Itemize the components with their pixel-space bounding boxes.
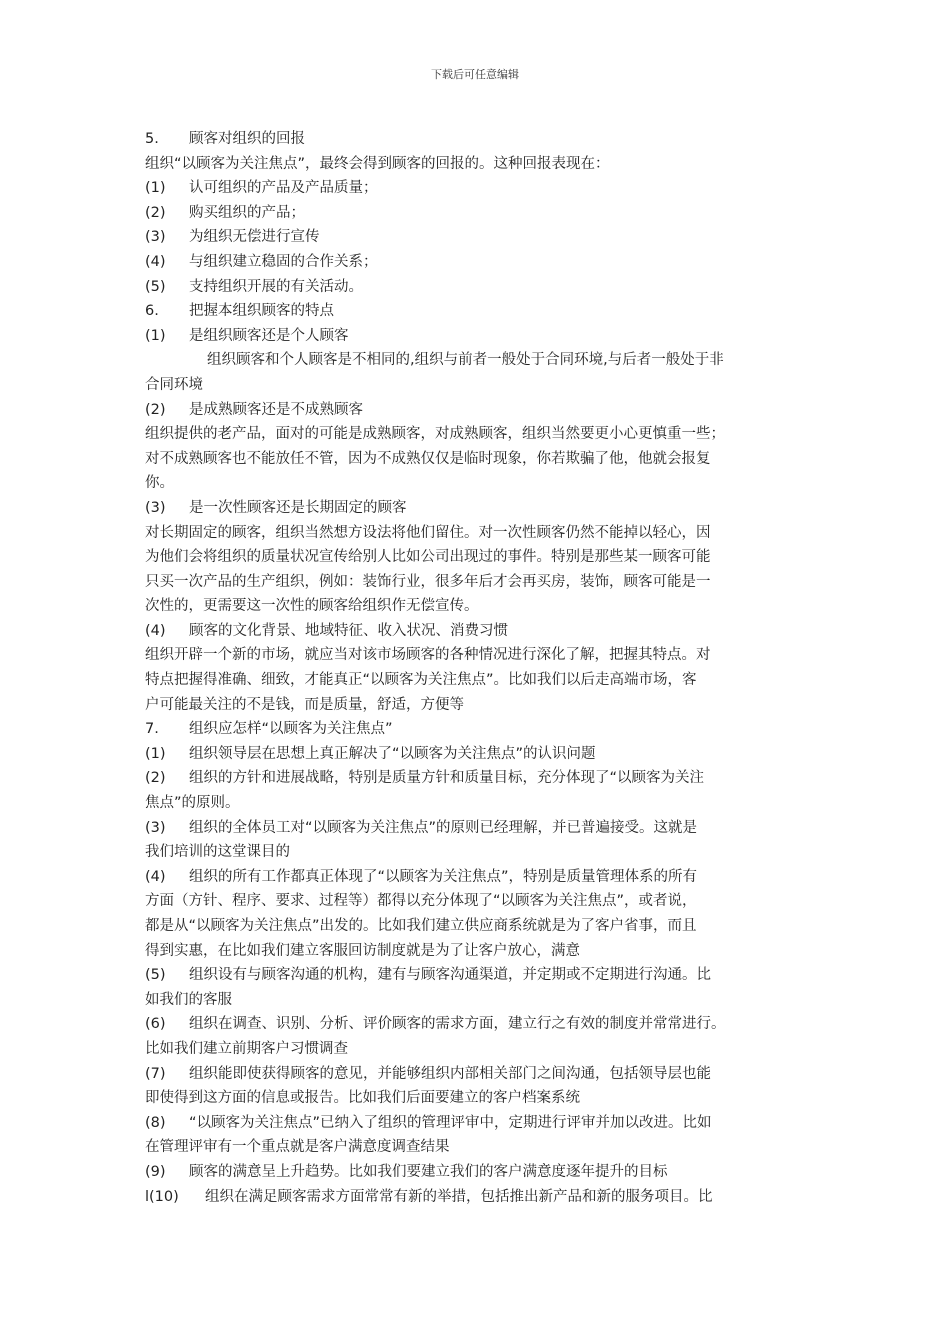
line-text: 是一次性顾客还是长期固定的顾客 bbox=[189, 499, 407, 516]
text-line bbox=[145, 791, 810, 816]
line-text: 购买组织的产品； bbox=[189, 204, 305, 221]
line-text: 焦点”的原则。 bbox=[145, 795, 240, 812]
text-line bbox=[145, 1185, 810, 1210]
text-line bbox=[145, 398, 810, 423]
line-text: 即使得到这方面的信息或报告。比如我们后面要建立的客户档案系统 bbox=[145, 1090, 580, 1107]
text-line bbox=[145, 373, 810, 398]
line-text: 为他们会将组织的质量状况宣传给别人比如公司出现过的事件。特别是那些某一顾客可能 bbox=[145, 549, 711, 566]
text-line bbox=[145, 348, 810, 373]
text-line bbox=[145, 471, 810, 496]
line-text: 组织设有与顾客沟通的机构，建有与顾客沟通渠道，并定期或不定期进行沟通。比 bbox=[189, 967, 711, 984]
line-text: 组织开辟一个新的市场，就应当对该市场顾客的各种情况进行深化了解，把握其特点。对 bbox=[145, 647, 711, 664]
line-text: 我们培训的这堂课目的 bbox=[145, 844, 290, 861]
list-number: l(10) bbox=[145, 1188, 179, 1205]
text-line bbox=[145, 742, 810, 767]
line-text: 户可能最关注的不是钱，而是质量，舒适，方便等 bbox=[145, 696, 464, 713]
text-line bbox=[145, 1160, 810, 1185]
text-line bbox=[145, 816, 810, 841]
text-line bbox=[145, 840, 810, 865]
text-line bbox=[145, 152, 810, 177]
list-number: (4) bbox=[145, 253, 166, 270]
text-line bbox=[145, 225, 810, 250]
line-text: 顾客对组织的回报 bbox=[189, 131, 305, 147]
list-number: (1) bbox=[145, 180, 166, 197]
line-text: 组织在满足顾客需求方面常常有新的举措，包括推出新产品和新的服务项目。比 bbox=[205, 1188, 713, 1205]
line-text: 组织能即使获得顾客的意见，并能够组织内部相关部门之间沟通，包括领导层也能 bbox=[189, 1065, 711, 1082]
text-line bbox=[145, 521, 810, 546]
text-line bbox=[145, 299, 810, 324]
page-header: 下载后可任意编辑 bbox=[431, 68, 519, 81]
document-body bbox=[145, 127, 810, 1209]
line-text: 把握本组织顾客的特点 bbox=[189, 303, 334, 320]
text-line bbox=[145, 570, 810, 595]
list-number: (3) bbox=[145, 499, 166, 516]
line-text: 合同环境 bbox=[145, 376, 203, 393]
line-text: 是成熟顾客还是不成熟顾客 bbox=[189, 401, 363, 418]
text-line bbox=[145, 988, 810, 1013]
line-text: 组织提供的老产品，面对的可能是成熟顾客，对成熟顾客，组织当然要更小心更慎重一些； bbox=[145, 426, 725, 443]
list-number: (4) bbox=[145, 622, 166, 639]
list-number: (2) bbox=[145, 401, 166, 418]
list-number: (8) bbox=[145, 1114, 166, 1131]
line-text: 组织在调查、识别、分析、评价顾客的需求方面，建立行之有效的制度并常常进行。 bbox=[189, 1016, 726, 1033]
text-line bbox=[145, 1037, 810, 1062]
text-line bbox=[145, 1086, 810, 1111]
line-text: 都是从“以顾客为关注焦点”出发的。比如我们建立供应商系统就是为了客户省事，而且 bbox=[145, 918, 697, 934]
text-line bbox=[145, 693, 810, 718]
line-text: 得到实惠，在比如我们建立客服回访制度就是为了让客户放心，满意 bbox=[145, 942, 580, 959]
list-number: (3) bbox=[145, 819, 166, 836]
text-line bbox=[145, 914, 810, 939]
line-text: 组织的所有工作都真正体现了“以顾客为关注焦点”，特别是质量管理体系的所有 bbox=[189, 868, 698, 885]
text-line bbox=[145, 422, 810, 447]
text-line bbox=[145, 939, 810, 964]
text-line bbox=[145, 545, 810, 570]
text-line bbox=[145, 1135, 810, 1160]
list-number: (1) bbox=[145, 745, 166, 762]
line-text: 你。 bbox=[145, 475, 174, 492]
text-line bbox=[145, 447, 810, 472]
list-number: (2) bbox=[145, 770, 166, 787]
text-line bbox=[145, 201, 810, 226]
list-number: (4) bbox=[145, 868, 166, 885]
list-number: 6. bbox=[145, 303, 159, 320]
text-line bbox=[145, 619, 810, 644]
line-text: 如我们的客服 bbox=[145, 991, 232, 1008]
line-text: 组织的方针和进展战略，特别是质量方针和质量目标，充分体现了“以顾客为关注 bbox=[189, 770, 705, 787]
text-line bbox=[145, 275, 810, 300]
text-line bbox=[145, 1062, 810, 1087]
line-text: 与组织建立稳固的合作关系； bbox=[189, 253, 378, 270]
text-line bbox=[145, 766, 810, 791]
list-number: (6) bbox=[145, 1016, 166, 1033]
list-number: 5. bbox=[145, 131, 159, 147]
line-text: 比如我们建立前期客户习惯调查 bbox=[145, 1040, 348, 1057]
text-line bbox=[145, 127, 810, 152]
list-number: (5) bbox=[145, 967, 166, 984]
line-text: 顾客的满意呈上升趋势。比如我们要建立我们的客户满意度逐年提升的目标 bbox=[189, 1163, 668, 1180]
line-text: 组织领导层在思想上真正解决了“以顾客为关注焦点”的认识问题 bbox=[189, 745, 596, 762]
text-line bbox=[145, 717, 810, 742]
line-text: 次性的，更需要这一次性的顾客给组织作无偿宣传。 bbox=[145, 598, 479, 615]
line-text: 只买一次产品的生产组织，例如：装饰行业，很多年后才会再买房，装饰，顾客可能是一 bbox=[145, 573, 711, 590]
line-text: 顾客的文化背景、地域特征、收入状况、消费习惯 bbox=[189, 622, 508, 639]
line-text: 是组织顾客还是个人顾客 bbox=[189, 327, 349, 344]
line-text: 组织应怎样“以顾客为关注焦点” bbox=[189, 721, 393, 738]
line-text: 认可组织的产品及产品质量； bbox=[189, 180, 378, 197]
text-line bbox=[145, 324, 810, 349]
list-number: (9) bbox=[145, 1163, 166, 1180]
text-line bbox=[145, 1111, 810, 1136]
text-line bbox=[145, 176, 810, 201]
line-text: 支持组织开展的有关活动。 bbox=[189, 278, 363, 295]
line-text: 方面（方针、程序、要求、过程等）都得以充分体现了“以顾客为关注焦点”，或者说， bbox=[145, 893, 697, 910]
line-text: 为组织无偿进行宣传 bbox=[189, 229, 320, 246]
line-text: 组织的全体员工对“以顾客为关注焦点”的原则已经理解，并已普遍接受。这就是 bbox=[189, 819, 698, 836]
line-text: “以顾客为关注焦点”已纳入了组织的管理评审中，定期进行评审并加以改进。比如 bbox=[189, 1114, 712, 1131]
list-number: 7. bbox=[145, 721, 159, 738]
text-line bbox=[145, 963, 810, 988]
text-line bbox=[145, 889, 810, 914]
line-text: 组织顾客和个人顾客是不相同的,组织与前者一般处于合同环境,与后者一般处于非 bbox=[207, 352, 724, 369]
line-text: 对长期固定的顾客，组织当然想方设法将他们留住。对一次性顾客仍然不能掉以轻心，因 bbox=[145, 524, 711, 541]
list-number: (1) bbox=[145, 327, 166, 344]
line-text: 对不成熟顾客也不能放任不管，因为不成熟仅仅是临时现象，你若欺骗了他，他就会报复 bbox=[145, 450, 711, 467]
text-line bbox=[145, 250, 810, 275]
text-line bbox=[145, 496, 810, 521]
line-text: 特点把握得准确、细致，才能真正“以顾客为关注焦点”。比如我们以后走高端市场，客 bbox=[145, 672, 697, 689]
line-text: 组织“以顾客为关注焦点”，最终会得到顾客的回报的。这种回报表现在： bbox=[145, 155, 610, 172]
list-number: (3) bbox=[145, 229, 166, 246]
list-number: (5) bbox=[145, 278, 166, 295]
list-number: (2) bbox=[145, 204, 166, 221]
line-text: 在管理评审有一个重点就是客户满意度调查结果 bbox=[145, 1139, 450, 1156]
text-line bbox=[145, 865, 810, 890]
list-number: (7) bbox=[145, 1065, 166, 1082]
text-line bbox=[145, 668, 810, 693]
text-line bbox=[145, 594, 810, 619]
text-line bbox=[145, 643, 810, 668]
text-line bbox=[145, 1012, 810, 1037]
